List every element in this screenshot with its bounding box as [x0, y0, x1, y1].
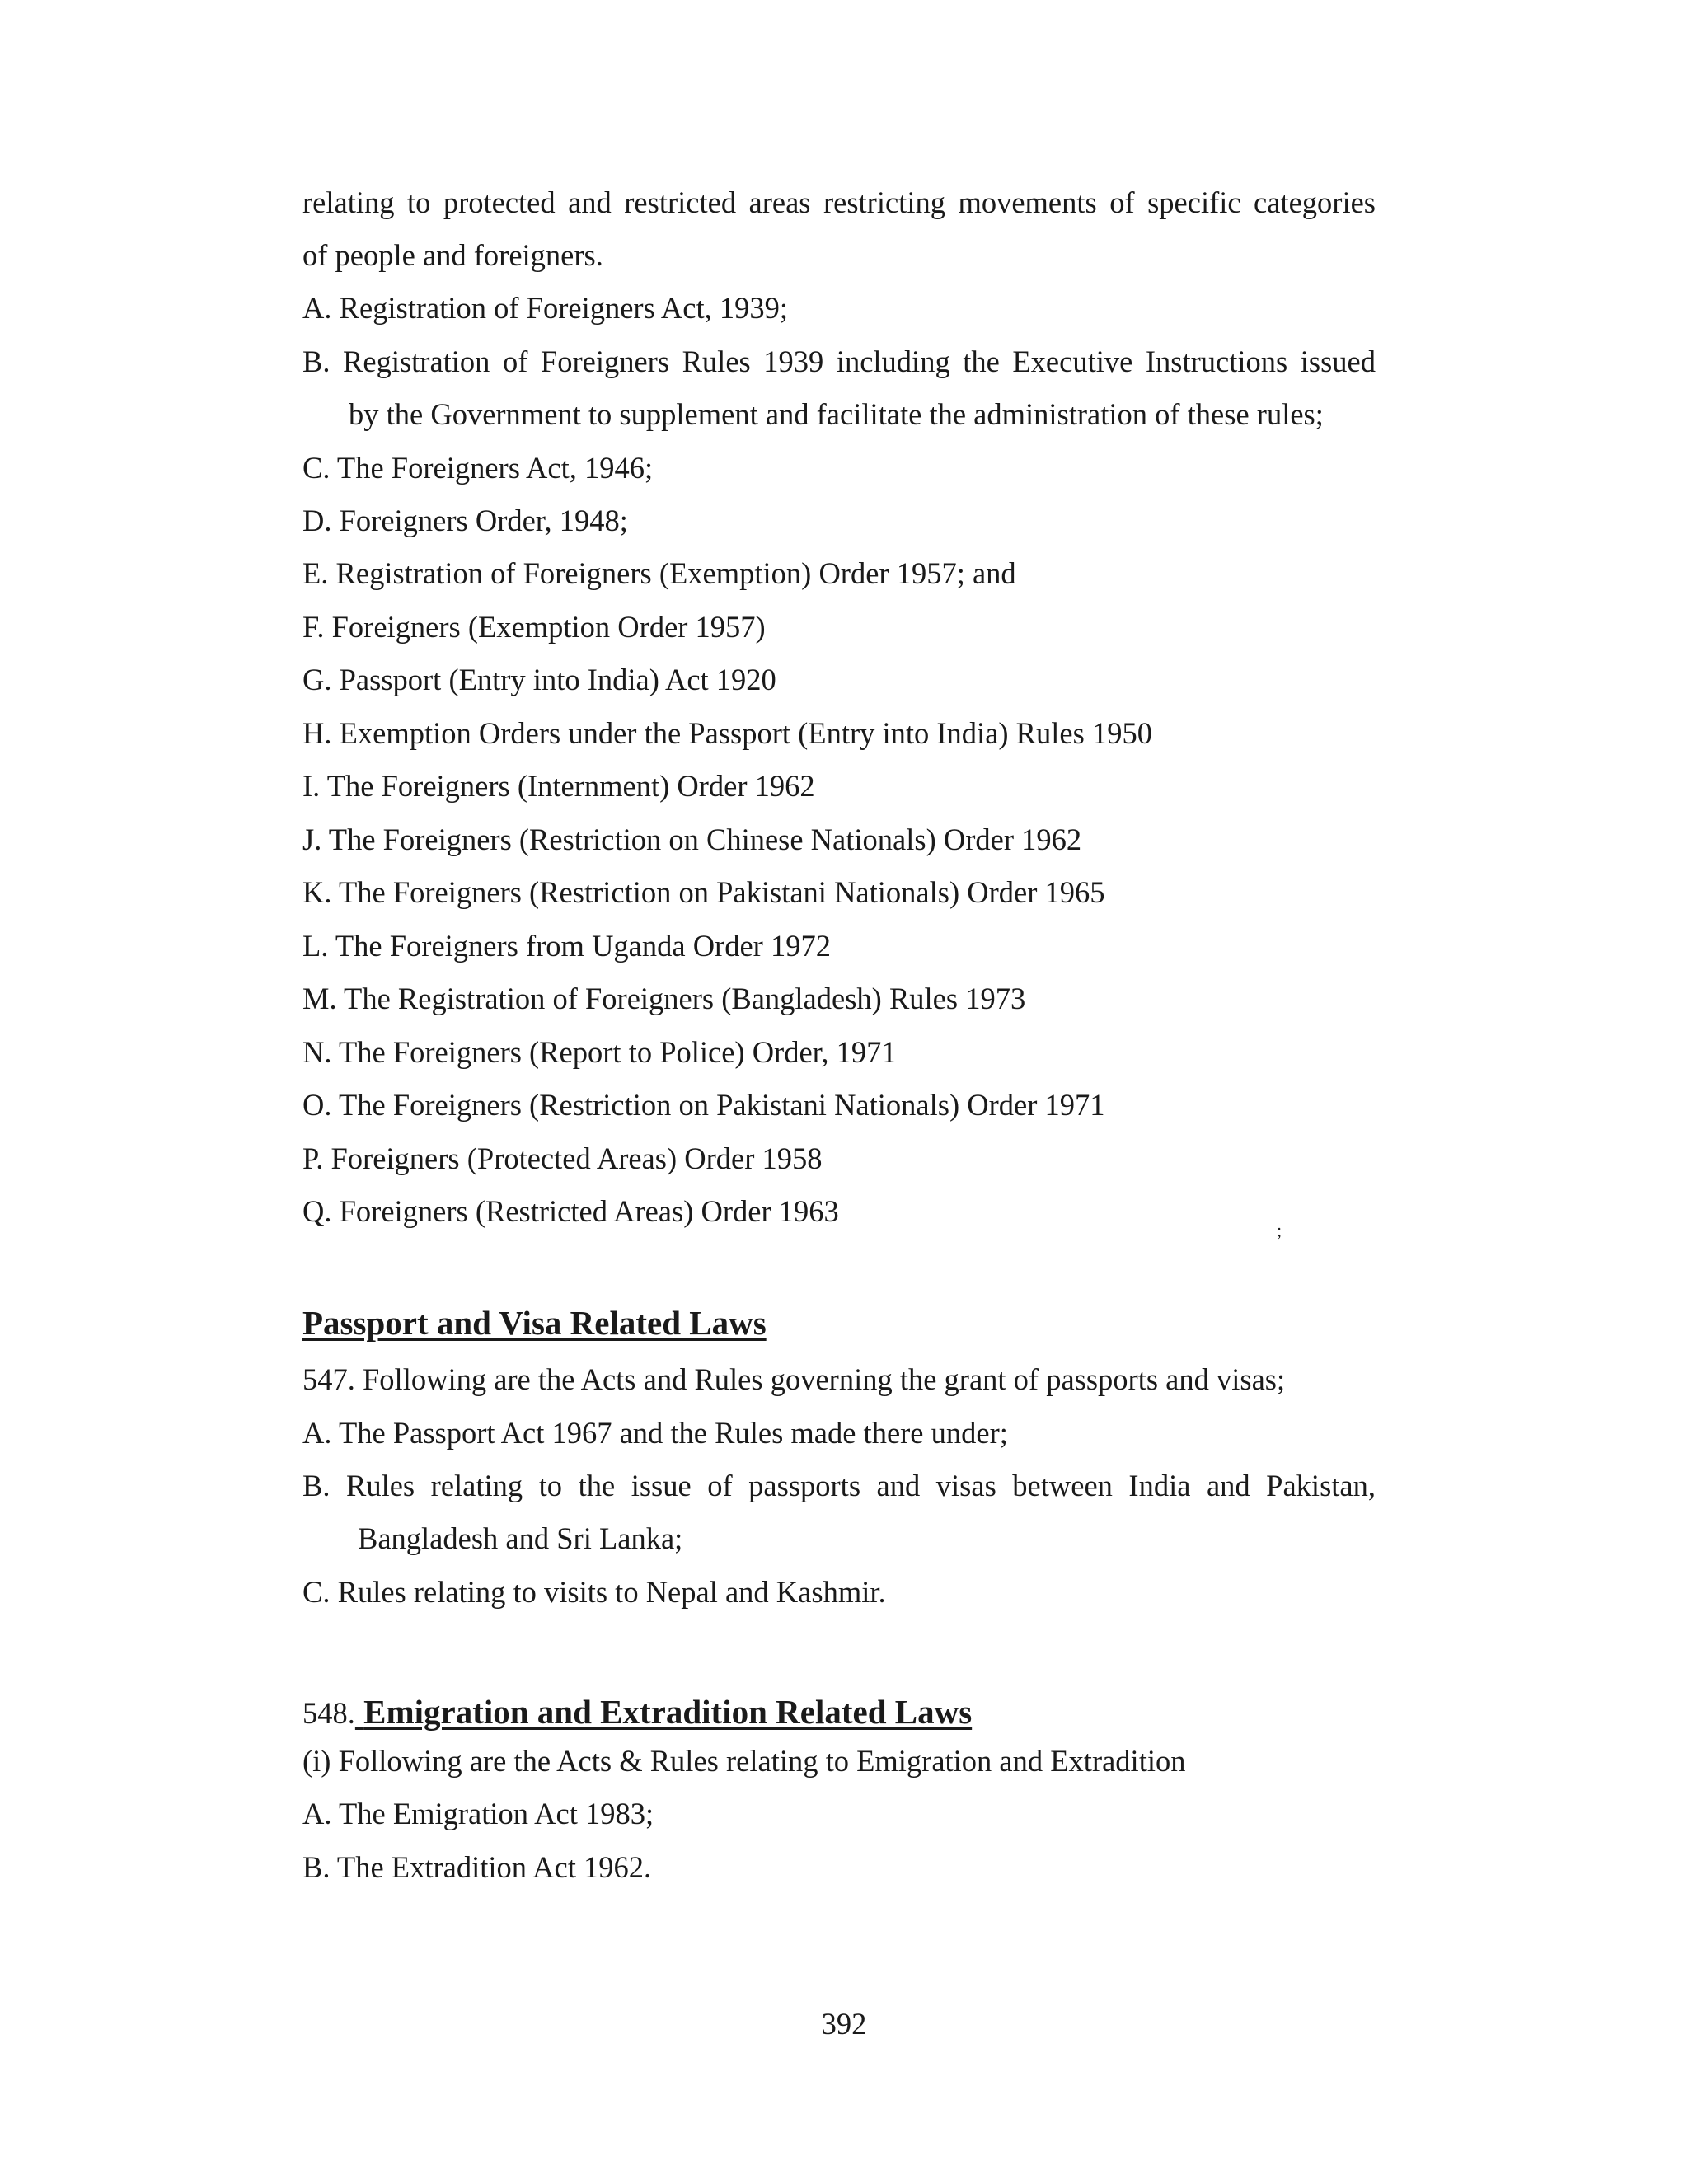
law-item-k: K. The Foreigners (Restriction on Pakistani Nationals) Order 1965: [302, 875, 1105, 909]
stray-semicolon: ;: [1277, 1220, 1282, 1240]
passport-item-a: A. The Passport Act 1967 and the Rules made there under;: [302, 1416, 1008, 1450]
law-item-f: F. Foreigners (Exemption Order 1957): [302, 610, 766, 644]
emigration-section-heading: [302, 1691, 972, 1741]
passport-item-b: B. Rules relating to the issue of passports and visas between India and Pakistan,: [302, 1469, 1376, 1502]
law-item-l: L. The Foreigners from Uganda Order 1972: [302, 929, 831, 963]
emigration-section-number: 548.: [302, 1696, 355, 1730]
law-item-c: C. The Foreigners Act, 1946;: [302, 451, 654, 485]
law-item-g: G. Passport (Entry into India) Act 1920: [302, 663, 776, 696]
emigration-item-b: B. The Extradition Act 1962.: [302, 1850, 652, 1884]
law-item-h: H. Exemption Orders under the Passport (Entry into India) Rules 1950: [302, 716, 1152, 750]
law-item-j: J. The Foreigners (Restriction on Chinese Nationals) Order 1962: [302, 823, 1082, 856]
law-item-q: Q. Foreigners (Restricted Areas) Order 1963: [302, 1194, 839, 1228]
law-item-p: P. Foreigners (Protected Areas) Order 1958: [302, 1141, 823, 1175]
law-item-a: A. Registration of Foreigners Act, 1939;: [302, 291, 788, 325]
law-item-i: I. The Foreigners (Internment) Order 1962: [302, 769, 815, 803]
passport-section-intro: 547. Following are the Acts and Rules governing the grant of passports and visas;: [302, 1362, 1286, 1396]
law-item-d: D. Foreigners Order, 1948;: [302, 504, 628, 537]
law-item-n: N. The Foreigners (Report to Police) Order, 1971: [302, 1035, 897, 1069]
passport-section-heading: Passport and Visa Related Laws: [302, 1304, 767, 1342]
emigration-item-a: A. The Emigration Act 1983;: [302, 1797, 654, 1830]
law-item-o: O. The Foreigners (Restriction on Pakistani Nationals) Order 1971: [302, 1088, 1105, 1122]
emigration-section-title: Emigration and Extradition Related Laws: [363, 1693, 973, 1731]
law-item-e: E. Registration of Foreigners (Exemption) Order 1957; and: [302, 556, 1016, 590]
law-item-m: M. The Registration of Foreigners (Bangladesh) Rules 1973: [302, 982, 1026, 1015]
passport-item-c: C. Rules relating to visits to Nepal and Kashmir.: [302, 1575, 886, 1609]
page-number: 392: [821, 2007, 867, 2041]
law-item-b-continuation: by the Government to supplement and facilitate the administration of these rules;: [349, 397, 1324, 431]
passport-item-b-continuation: Bangladesh and Sri Lanka;: [358, 1521, 683, 1555]
intro-line-2: of people and foreigners.: [302, 238, 603, 272]
emigration-section-intro: (i) Following are the Acts & Rules relating to Emigration and Extradition: [302, 1744, 1186, 1778]
intro-line-1: relating to protected and restricted areas restricting movements of specific categories: [302, 185, 1376, 219]
law-item-b: B. Registration of Foreigners Rules 1939 including the Executive Instructions issued: [302, 344, 1376, 378]
